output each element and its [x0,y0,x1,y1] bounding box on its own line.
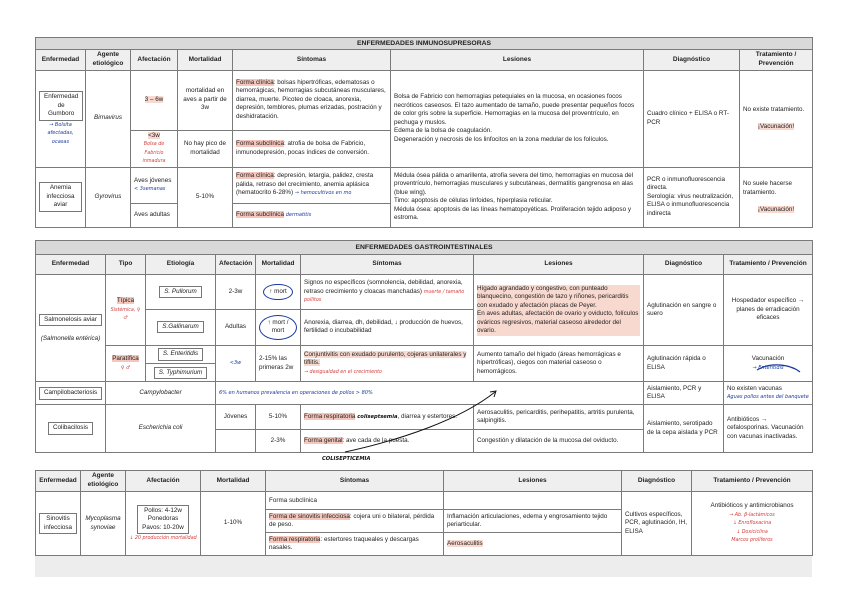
diagnosis: Aglutinación en sangre o suero [644,275,724,346]
header-diagnostico: Diagnóstico [622,471,692,492]
treatment [724,382,813,405]
lesions [391,70,644,167]
symptom-text: : depresión, letargia, palidez, cresta pálida, retraso del crecimiento, anemia aplásica (hematocrito 6-28%) [236,172,374,197]
diagnosis: Cultivos específicos, PCR, aglutinación, IH, ELISA [622,492,692,556]
symptoms [266,533,444,556]
symptom-label: Forma de sinovitis infecciosa [269,512,350,520]
mortality: 2-15% las primeras 2w [256,345,301,381]
lesion-item: Aerosaculitis [447,539,483,547]
symptom-label: Forma respiratoria [304,412,356,420]
mortality [256,309,301,345]
disease-name: Colibacilosis [48,422,93,435]
symptoms [301,430,474,453]
lesion-item: Médula ósea pálida o amarillenta, atrofia severa del timo, hemorragias en mucosa del proventrículo, hemorragias musculares y subcutáneas, dermatitis gangrenosa en alas (blue wing). [394,171,634,196]
handwritten-note: Aguas pollos antes del banquete [727,394,809,401]
disease-name: Sinovitis infecciosa [39,513,77,534]
handwritten-note: dermatitis [285,211,312,218]
disease-name: Anemia infecciosa aviar [39,182,82,212]
lesions [444,533,622,556]
header-lesiones: Lesiones [444,471,622,492]
handwritten-note: → Enteritidis [752,364,784,371]
affectation [131,130,178,167]
type-tipica [106,275,146,346]
table-gastrointestinales [35,240,813,453]
affectation [131,70,178,130]
affectation: Jóvenes [216,405,256,430]
header-enfermedad: Enfermedad [36,254,106,274]
handwritten-note: ↓ 20 producción mortalidad [129,536,197,542]
header-sintomas: Síntomas [266,471,444,492]
handwritten-note: muerte / tamaño pollitos [304,289,465,304]
table-inmunosupresoras [35,37,813,228]
lesions [474,275,644,346]
lesions [391,167,644,227]
etiology-name: S.Gallinarum [157,321,203,334]
diagnosis: Aislamiento, PCR y ELISA [644,382,724,405]
disease-subname: (Salmonella entérica) [40,334,101,342]
symptoms [233,203,391,227]
affectation-value: Aves jóvenes [134,176,172,184]
header-tipo: Tipo [106,254,146,274]
etiology-campylobacter: Campylobacter [106,382,216,405]
handwritten-note: Bolsa de Fabricio inmadura [142,142,166,165]
symptom-text: , diarrea y estertores. [397,412,457,420]
mortality-value: ↑ mort [263,284,293,301]
lesion-item: Bolsa de Fabricio con hemorragias petequiales en la mucosa, en ocasiones focos necróticos caseosos. El tazo aumentado de tamaño, puede presentar pequeños focos de color gris sobre la superficie. Hemorragias en la mucosa del proventrículo, en pechuga y muslos. [394,93,635,126]
affectation: Aves adultas [131,203,178,227]
header-sintomas: Síntomas [301,254,474,274]
etiology [146,364,216,382]
disease-gumboro [36,70,86,167]
handwritten-note: Sistémica, ♀ ♂ [110,307,141,322]
diagnosis: Cuadro clínico + ELISA o RT-PCR [644,70,740,167]
table-micoplasma [35,470,813,556]
header-lesiones: Lesiones [391,50,644,71]
symptom-label: Forma clínica [236,172,274,180]
treatment [740,70,813,167]
header-sintomas: Síntomas [233,50,391,71]
table-title: ENFERMEDADES INMUNOSUPRESORAS [36,38,813,50]
handwritten-note: → Bolsita afectadas, ocasas [47,121,74,145]
treatment [724,345,813,381]
disease-name: Salmonelosis aviar [39,314,102,327]
treatment: Antibióticos → cefalosporinas. Vacunación con vacunas inactivadas. [724,405,813,453]
mortality: 1-10% [201,492,266,556]
treatment: Hospedador específico → planes de erradicación eficaces [724,275,813,346]
symptom-label: Forma subclínica [236,210,284,218]
symptom-text: : bolsas hipertróficas, edematosas o hemorrágicas, hemorragias subcutáneas musculares, diarrea, muerte. Picoteo de cloaca, anorexia, depresión, temblores, plumas erizadas, postración y deshidratación. [236,78,386,120]
symptoms [233,167,391,203]
type-label: Paratífica [112,355,139,363]
lesions: Aerosaculitis, pericarditis, perihepatitis, artritis purulenta, salpingitis. [474,405,644,430]
disease-colibacilosis [36,405,106,453]
header-afectacion: Afectación [126,471,201,492]
handwritten-note: ♀ ♂ [120,365,131,371]
type-paratifica [106,345,146,381]
treatment-text: No suele hacerse tratamiento. [743,180,793,196]
affectation [216,345,256,381]
campylo-note: 6% en humanos prevalencia en operaciones de pollos > 80% [219,390,373,396]
handwritten-note: → desigualdad en el crecimiento [304,369,382,375]
header-agente: Agente etiológico [81,471,126,492]
mortality-value: ↑ mort / mort [259,315,297,340]
header-tratamiento: Tratamiento / Prevención [740,50,813,71]
treatment [740,167,813,227]
type-label: Típica [116,297,135,305]
etiology-ecoli: Escherichia coli [106,405,216,453]
disease-campylo [36,382,106,405]
disease-sinovitis [36,492,81,556]
header-enfermedad: Enfermedad [36,50,86,71]
symptoms [301,405,474,430]
mortality: 2-3% [256,430,301,453]
symptom-text: : cojera uni o bilateral, pérdida de peso. [269,512,435,529]
lesion-item: Degeneración y necrosis de los linfocitos en la zona medular de los folículos. [394,135,609,143]
header-mortalidad: Mortalidad [201,471,266,492]
symptom-text: : estertores traqueales y descargas nasales. [269,535,419,552]
treatment-text: Vacunación [751,355,785,363]
disease-salmonelosis [36,275,106,382]
header-tratamiento: Tratamiento / Prevención [724,254,813,274]
treatment [692,492,813,556]
treatment-text: No existen vacunas [727,384,782,392]
affectation: Adultas [216,309,256,345]
etiology-name: S. Enteritidis [158,348,203,361]
lesions: Aumento tamaño del hígado (áreas hemorrágicas e hipertróficas), ciegos con material caseoso o hemorrágicos. [474,345,644,381]
lesions: Inflamación articulaciones, edema y engrosamiento tejido periarticular. [444,510,622,533]
symptom-label: Forma respiratoria [269,535,321,543]
header-agente: Agente etiológico [86,50,131,71]
mortality: mortalidad en aves a partir de 3w [178,70,233,130]
handwritten-coliseptsemia: COLISEPTICEMIA [322,456,371,462]
disease-name: Campilobacteriosis [39,387,102,400]
diagnosis: Aglutinación rápida o ELISA [644,345,724,381]
table-title: ENFERMEDADES GASTROINTESTINALES [36,241,813,255]
header-mortalidad: Mortalidad [256,254,301,274]
affectation: 2-3w [216,275,256,309]
symptoms [301,275,474,309]
handwritten-note: → hemocultivos en mo [294,190,352,197]
handwritten-note [216,382,644,405]
agent-birnavirus: Birnavirus [86,70,131,167]
prevention-text: ¡Vacunación! [757,205,795,213]
affectation-empty [216,430,256,453]
header-lesiones: Lesiones [474,254,644,274]
lesion-item: Hígado agrandado y congestivo, con punteado blanquecino, congestión de tazo y riñones, pericarditis con exudado y afectación placas de Peyer. [477,285,640,311]
disease-name: Enfermedad de Gumboro [39,91,83,121]
symptom-label: Forma clínica [236,78,274,86]
symptom-label: Forma subclínica [236,140,284,148]
lesions-empty [444,492,622,510]
mortality: 5-10% [256,405,301,430]
etiology [146,275,216,309]
etiology-name: S. Typhimurium [154,367,208,380]
etiology-name: S. Pullorum [159,286,202,299]
lesion-item: Médula ósea: apoptosis de las líneas hematopoyéticas. Proliferación tejido adiposo y estroma. [394,205,631,222]
affectation-value: <3w [229,360,242,367]
header-afectacion: Afectación [131,50,178,71]
diagnosis: Aislamiento, serotipado de la cepa aislada y PCR [644,405,724,453]
affectation [131,167,178,203]
lesions: Congestión y dilatación de la mucosa del oviducto. [474,430,644,453]
page-footer-band [35,555,812,577]
affectation-value: Pollos: 4-12w Ponedoras Pavos: 10-20w [137,505,189,535]
header-etiologia: Etiología [146,254,216,274]
header-diagnostico: Diagnóstico [644,254,724,274]
affectation [126,492,201,556]
disease-anemia [36,167,86,227]
lesion-item: En aves adultas, afectación de ovario y oviducto, folículos ováricos regresivos, material caseoso alrededor del ovario. [477,310,639,335]
affectation-value: <3w [148,131,160,139]
etiology [146,345,216,363]
header-enfermedad: Enfermedad [36,471,81,492]
symptom-label: Forma genital [304,436,343,444]
symptoms [301,345,474,381]
mortality [256,275,301,309]
mortality: 5-10% [178,167,233,227]
symptoms: Anorexia, diarrea, dh, debilidad, ↓ producción de huevos, fertilidad o incubabilidad [301,309,474,345]
prevention-text: ¡Vacunación! [757,122,795,130]
symptoms [266,510,444,533]
symptoms [233,70,391,130]
header-mortalidad: Mortalidad [178,50,233,71]
header-tratamiento: Tratamiento / Prevención [692,471,813,492]
symptoms: Forma subclínica [266,492,444,510]
header-diagnostico: Diagnóstico [644,50,740,71]
treatment-text: No existe tratamiento. [743,105,805,113]
symptom-text: Conjuntivitis con exudado purulento, cojeras unilaterales y tiflitis. [304,350,467,367]
symptoms [233,130,391,167]
handwritten-note: coliseptsemia [357,413,398,420]
treatment-text: Antibióticos y antimicrobianos [710,502,794,510]
etiology [146,309,216,345]
lesion-item: Edema de la bolsa de coagulación. [394,127,493,135]
affectation-value: 3 – 6w [144,95,164,103]
lesion-item: Timo: apoptosis de células linfoides, hiperplasia reticular. [394,197,553,205]
symptom-text: : ave cada de la puesta. [342,436,410,444]
handwritten-note: → Ab. β-lactámicos ↓ Enrofloxacina ↓ Doxiciclina Marcos prolíferos [729,512,775,544]
agent-mycoplasma: Mycoplasma synoviae [81,492,126,556]
symptom-text: Signos no específicos (somnolencia, debilidad, anorexia, retraso crecimiento y cloacas manchadas) [304,279,463,295]
symptom-text: : atrofia de bolsa de Fabricio, inmunodepresión, pocas índices de conversión. [236,140,370,156]
agent-gyrovirus: Gyrovirus [86,167,131,227]
header-afectacion: Afectación [216,254,256,274]
diagnosis: PCR o inmunofluorescencia directa. Serología: virus neutralización, ELISA o inmunofluorescencia indirecta [644,167,740,227]
handwritten-note: < 3semanas [134,186,166,193]
mortality: No hay pico de mortalidad [178,130,233,167]
